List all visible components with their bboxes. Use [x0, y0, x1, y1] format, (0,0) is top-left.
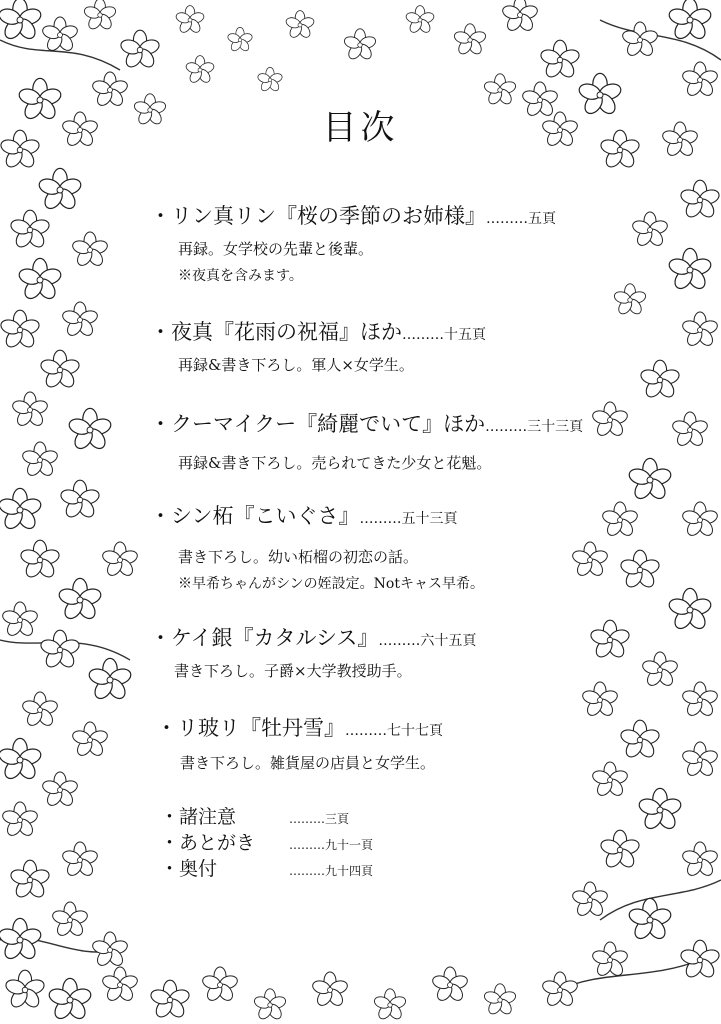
- bullet: ・: [160, 858, 180, 880]
- cherry-blossom-icon: [619, 720, 661, 760]
- cherry-blossom-icon: [483, 984, 517, 1016]
- cherry-blossom-icon: [0, 310, 41, 350]
- cherry-blossom-icon: [285, 11, 315, 40]
- cherry-blossom-icon: [591, 402, 629, 438]
- bullet: ・: [156, 716, 177, 740]
- bullet: ・: [150, 320, 171, 344]
- cherry-blossom-icon: [41, 17, 79, 53]
- cherry-blossom-icon: [571, 542, 609, 578]
- cherry-blossom-icon: [671, 412, 709, 448]
- misc-item-colophon: [160, 857, 373, 883]
- toc-entry-1: [150, 200, 556, 285]
- page-ref: ………七十七頁: [345, 723, 443, 739]
- cherry-blossom-icon: [681, 502, 719, 538]
- cherry-blossom-icon: [681, 312, 719, 348]
- cherry-blossom-icon: [119, 30, 161, 70]
- misc-label: あとがき: [179, 832, 256, 854]
- cherry-blossom-icon: [619, 550, 661, 590]
- entry-description: 書き下ろし。子爵×大学教授助手。: [174, 662, 412, 680]
- cherry-blossom-icon: [681, 682, 719, 718]
- cherry-blossom-icon: [679, 940, 721, 980]
- cherry-blossom-icon: [679, 180, 721, 220]
- cherry-blossom-icon: [373, 989, 407, 1021]
- bullet: ・: [160, 806, 180, 828]
- entry-description: 再録。女学校の先輩と後輩。: [178, 240, 374, 258]
- cherry-blossom-icon: [639, 360, 681, 400]
- page-ref: ………五頁: [486, 211, 556, 227]
- cherry-blossom-icon: [185, 56, 215, 85]
- page-ref: ………十五頁: [402, 327, 486, 343]
- toc-entry-2: [150, 316, 486, 375]
- cherry-blossom-icon: [71, 232, 109, 268]
- cherry-blossom-icon: [343, 29, 377, 61]
- page-ref: ………九十四頁: [289, 864, 374, 878]
- cherry-blossom-icon: [627, 898, 673, 941]
- cherry-blossom-icon: [405, 6, 435, 35]
- cherry-blossom-icon: [601, 502, 639, 538]
- cherry-blossom-icon: [17, 258, 63, 301]
- cherry-blossom-icon: [589, 620, 631, 660]
- cherry-blossom-icon: [101, 542, 139, 578]
- cherry-blossom-icon: [0, 488, 43, 531]
- cherry-blossom-icon: [501, 0, 539, 33]
- cherry-blossom-icon: [431, 967, 469, 1003]
- page-title: 目次: [322, 108, 399, 148]
- cherry-blossom-icon: [571, 882, 609, 918]
- toc-entry-5: [150, 622, 476, 681]
- cherry-blossom-icon: [627, 458, 673, 501]
- cherry-blossom-icon: [21, 442, 59, 478]
- cherry-blossom-icon: [621, 22, 659, 58]
- cherry-blossom-icon: [61, 842, 99, 878]
- cherry-blossom-icon: [1, 802, 39, 838]
- cherry-blossom-icon: [91, 932, 129, 968]
- cherry-blossom-icon: [667, 248, 713, 291]
- entry-description: 再録&書き下ろし。売られてきた少女と花魁。: [178, 454, 492, 472]
- cherry-blossom-icon: [21, 692, 59, 728]
- bullet: ・: [160, 832, 180, 854]
- cherry-blossom-icon: [1, 602, 39, 638]
- misc-list: [160, 805, 373, 883]
- entry-title: クーマイクー『綺麗でいて』ほか: [171, 412, 486, 436]
- page-ref: ………五十三頁: [359, 511, 458, 527]
- page-ref: ………三十三頁: [485, 419, 584, 435]
- cherry-blossom-icon: [101, 967, 139, 1003]
- cherry-blossom-icon: [613, 284, 647, 316]
- misc-item-afterword: [160, 831, 373, 857]
- cherry-blossom-icon: [4, 970, 46, 1010]
- page-ref: ………六十五頁: [378, 633, 477, 649]
- cherry-blossom-icon: [87, 658, 133, 701]
- cherry-blossom-icon: [51, 902, 89, 938]
- entry-title: リ玻リ『牡丹雪』: [177, 716, 345, 740]
- entry-title: リン真リン『桜の季節のお姉様』: [171, 204, 486, 228]
- cherry-blossom-icon: [667, 0, 713, 42]
- cherry-blossom-icon: [57, 578, 103, 621]
- toc-entry-6: [156, 712, 443, 773]
- toc-entry-3: [150, 408, 583, 473]
- cherry-blossom-icon: [201, 967, 239, 1003]
- cherry-blossom-icon: [637, 788, 683, 831]
- cherry-blossom-icon: [19, 540, 61, 580]
- cherry-blossom-icon: [539, 40, 581, 80]
- misc-item-notes: [160, 805, 373, 831]
- cherry-blossom-icon: [591, 942, 629, 978]
- cherry-blossom-icon: [39, 350, 81, 390]
- cherry-blossom-icon: [37, 168, 83, 211]
- cherry-blossom-icon: [67, 408, 113, 451]
- entry-note: ※夜真を含みます。: [178, 268, 303, 284]
- cherry-blossom-icon: [0, 0, 43, 42]
- cherry-blossom-icon: [631, 212, 669, 248]
- entry-title: ケイ銀『カタルシス』: [171, 626, 379, 650]
- cherry-blossom-icon: [9, 210, 51, 250]
- entry-title: シン柘『こいぐさ』: [171, 504, 360, 528]
- misc-label: 諸注意: [179, 806, 237, 828]
- entry-title: 夜真『花雨の祝福』ほか: [171, 320, 402, 344]
- entry-description: 書き下ろし。幼い柘榴の初恋の話。: [178, 548, 419, 566]
- cherry-blossom-icon: [453, 24, 487, 56]
- cherry-blossom-icon: [149, 980, 191, 1020]
- cherry-blossom-icon: [599, 830, 641, 870]
- entry-description: 再録&書き下ろし。軍人×女学生。: [178, 356, 414, 374]
- cherry-blossom-icon: [175, 6, 205, 35]
- cherry-blossom-icon: [59, 480, 101, 520]
- cherry-blossom-icon: [227, 27, 254, 52]
- cherry-blossom-icon: [581, 682, 619, 718]
- entry-description: 書き下ろし。雑貨屋の店員と女学生。: [180, 754, 436, 772]
- cherry-blossom-icon: [253, 989, 287, 1021]
- cherry-blossom-icon: [61, 302, 99, 338]
- toc-entry-4: [150, 500, 484, 593]
- cherry-blossom-icon: [257, 67, 284, 92]
- cherry-blossom-icon: [541, 972, 579, 1008]
- cherry-blossom-icon: [641, 652, 679, 688]
- page-ref: ………九十一頁: [289, 838, 374, 852]
- misc-label: 奥付: [179, 858, 218, 880]
- cherry-blossom-icon: [681, 742, 719, 778]
- bullet: ・: [150, 412, 171, 436]
- cherry-blossom-icon: [83, 0, 117, 31]
- cherry-blossom-icon: [681, 62, 719, 98]
- entry-note: ※早希ちゃんがシンの姪設定。Notキャス早希。: [178, 576, 484, 592]
- bullet: ・: [150, 504, 171, 528]
- cherry-blossom-icon: [11, 392, 49, 428]
- cherry-blossom-icon: [0, 918, 43, 961]
- cherry-blossom-icon: [311, 972, 349, 1008]
- page-ref: ………三頁: [289, 812, 350, 826]
- cherry-blossom-icon: [667, 588, 713, 631]
- bullet: ・: [150, 204, 171, 228]
- cherry-blossom-icon: [591, 762, 629, 798]
- cherry-blossom-icon: [47, 978, 93, 1021]
- cherry-blossom-icon: [71, 722, 109, 758]
- cherry-blossom-icon: [41, 772, 79, 808]
- cherry-blossom-icon: [39, 630, 81, 670]
- cherry-blossom-icon: [681, 842, 719, 878]
- cherry-blossom-icon: [9, 860, 51, 900]
- bullet: ・: [150, 626, 171, 650]
- cherry-blossom-icon: [0, 738, 43, 781]
